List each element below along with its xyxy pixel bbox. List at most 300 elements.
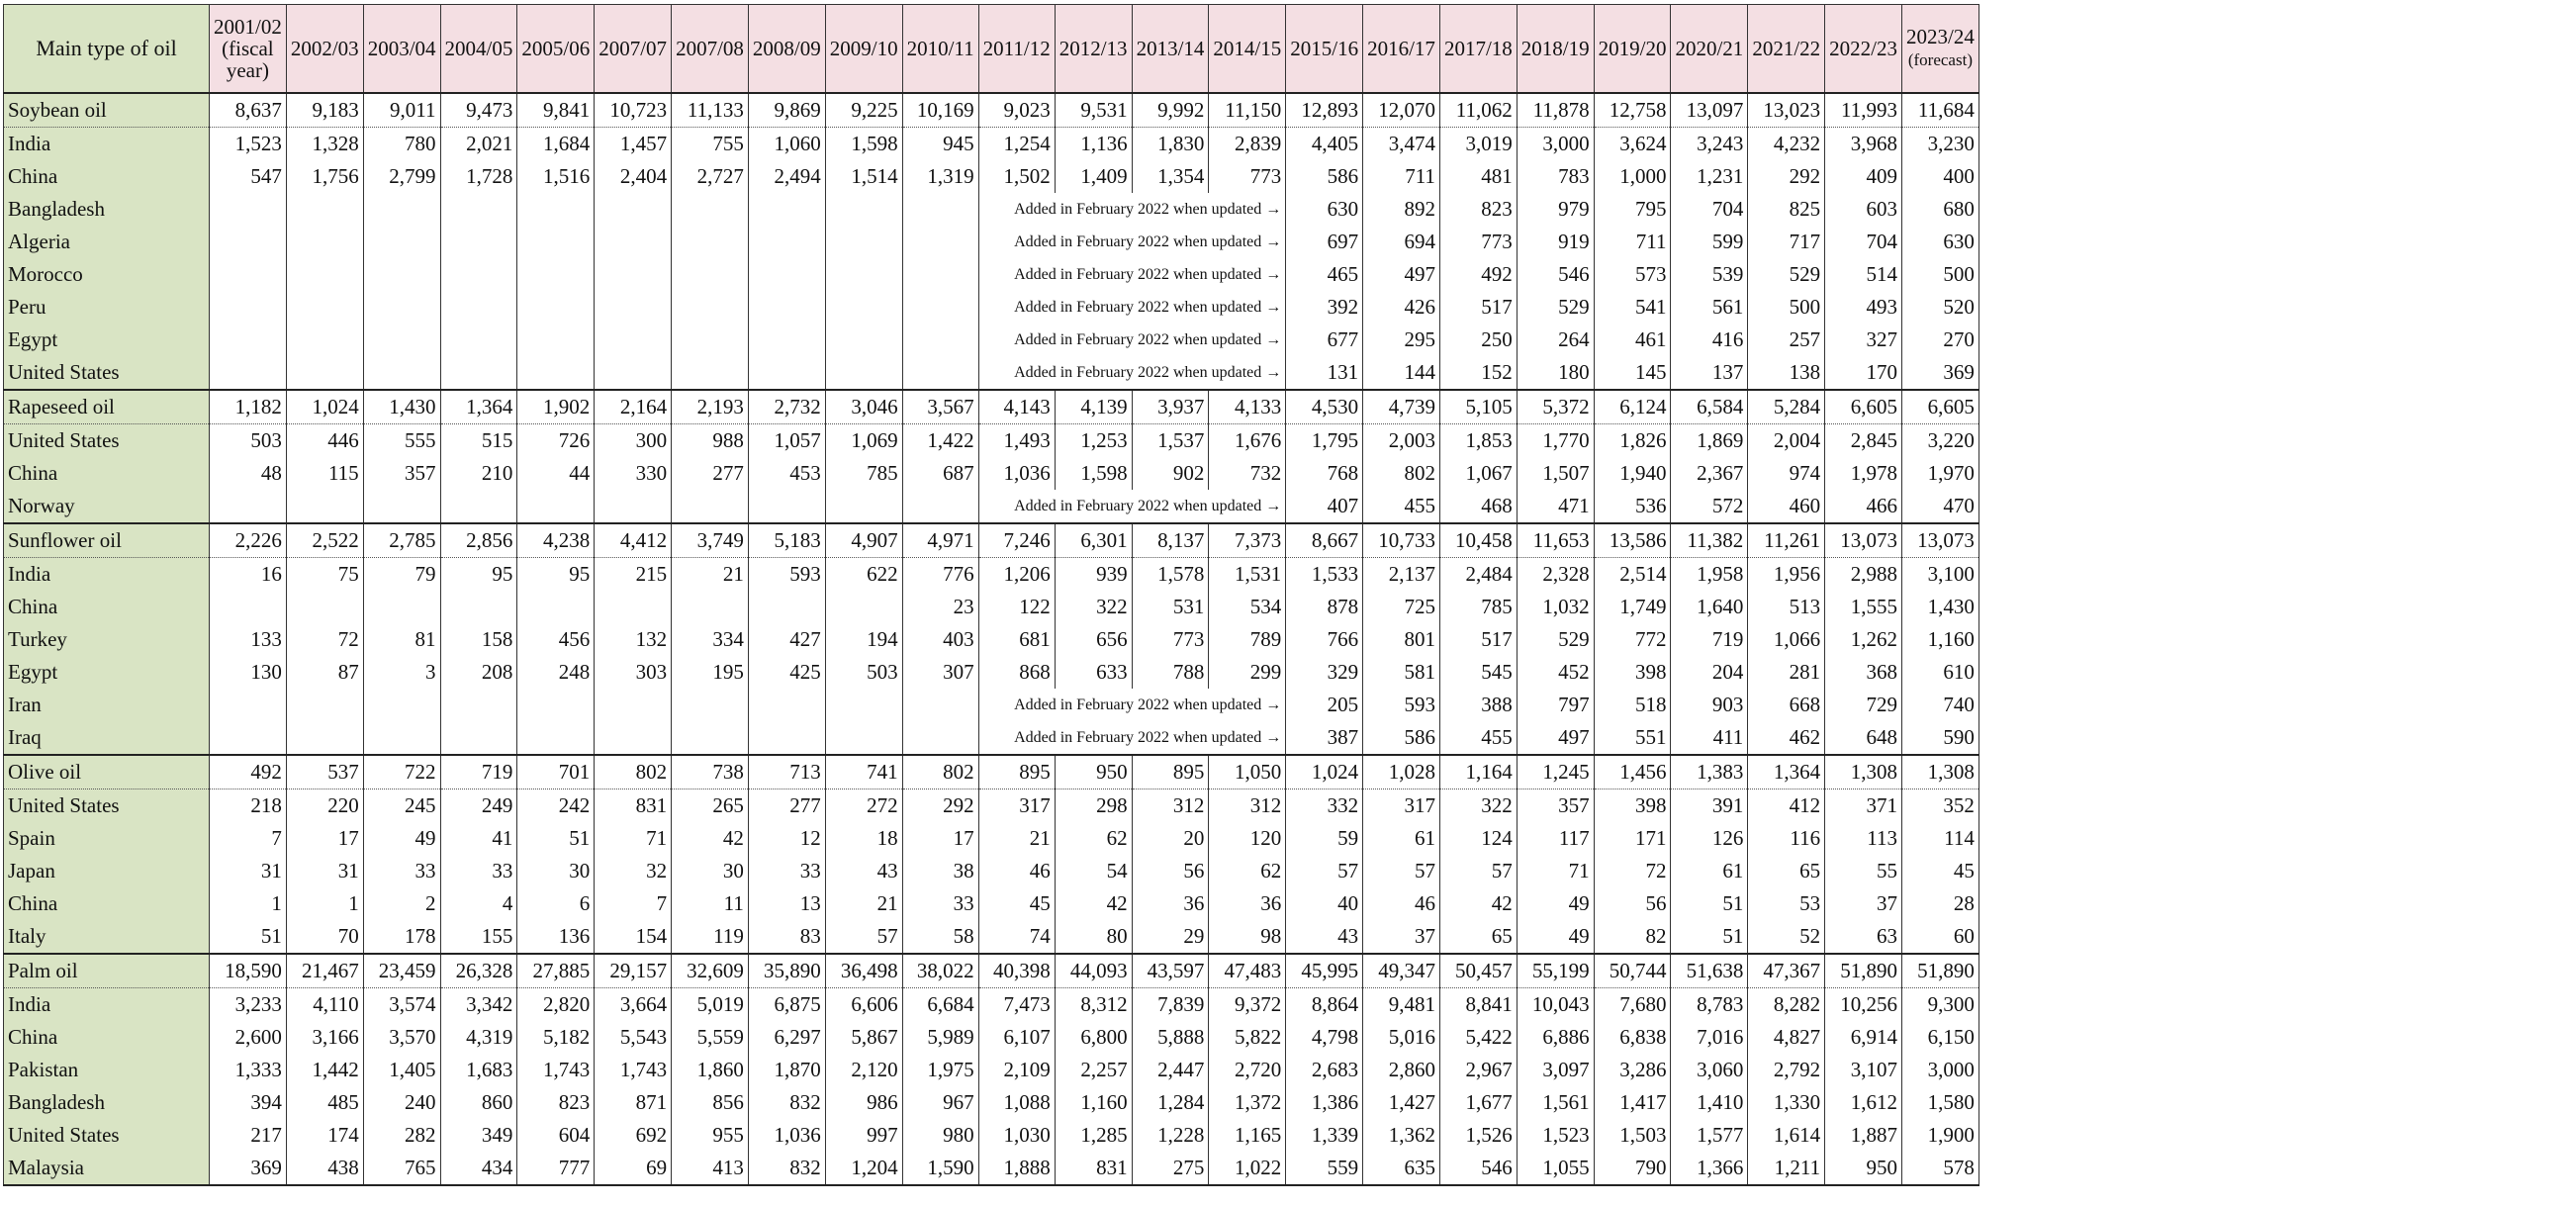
value-cell: 7,680	[1594, 988, 1671, 1022]
value-cell: 3,243	[1671, 128, 1748, 161]
value-cell: 51	[1671, 887, 1748, 920]
value-cell: 722	[363, 755, 440, 789]
value-cell: 218	[210, 789, 287, 823]
value-cell: 517	[1439, 623, 1517, 656]
value-cell: 485	[286, 1086, 363, 1119]
value-cell: 292	[902, 789, 978, 823]
value-cell: 1,253	[1055, 424, 1132, 458]
country-row	[4, 356, 1979, 390]
value-cell: 1,900	[1902, 1119, 1979, 1152]
value-cell: 51,890	[1902, 954, 1979, 988]
country-row	[4, 656, 1979, 689]
value-cell: 547	[210, 160, 287, 193]
value-cell: 5,105	[1439, 390, 1517, 424]
empty-cell	[440, 258, 517, 291]
value-cell: 281	[1748, 656, 1825, 689]
value-cell: 1,598	[1055, 457, 1132, 490]
value-cell: 51,890	[1825, 954, 1902, 988]
country-label: Norway	[4, 490, 210, 523]
value-cell: 515	[440, 424, 517, 458]
country-row	[4, 1054, 1979, 1086]
value-cell: 1,531	[1209, 558, 1286, 592]
value-cell: 795	[1594, 193, 1671, 226]
value-cell: 12	[748, 822, 825, 855]
value-cell: 9,481	[1363, 988, 1440, 1022]
year-label: 2005/06	[521, 37, 591, 60]
value-cell: 997	[825, 1119, 902, 1152]
value-cell: 630	[1902, 226, 1979, 258]
value-cell: 2,514	[1594, 558, 1671, 592]
value-cell: 1,684	[517, 128, 595, 161]
value-cell: 357	[1517, 789, 1594, 823]
empty-cell	[902, 258, 978, 291]
value-cell: 1,228	[1132, 1119, 1209, 1152]
year-column-header	[1671, 5, 1748, 94]
table-body	[4, 93, 1979, 1185]
added-note: Added in February 2022 when updated →	[978, 490, 1286, 523]
value-cell: 2,137	[1363, 558, 1440, 592]
value-cell: 780	[363, 128, 440, 161]
value-cell: 3,107	[1825, 1054, 1902, 1086]
value-cell: 1,795	[1286, 424, 1363, 458]
value-cell: 51	[1671, 920, 1748, 954]
value-cell: 1,612	[1825, 1086, 1902, 1119]
value-cell: 452	[1517, 656, 1594, 689]
value-cell: 1,136	[1055, 128, 1132, 161]
value-cell: 503	[210, 424, 287, 458]
value-cell: 4,319	[440, 1021, 517, 1054]
value-cell: 270	[1902, 324, 1979, 356]
value-cell: 461	[1594, 324, 1671, 356]
value-cell: 465	[1286, 258, 1363, 291]
value-cell: 57	[1363, 855, 1440, 887]
value-cell: 2,967	[1439, 1054, 1517, 1086]
added-note: Added in February 2022 when updated →	[978, 356, 1286, 390]
value-cell: 32	[595, 855, 672, 887]
value-cell: 878	[1286, 591, 1363, 623]
country-label: India	[4, 988, 210, 1022]
value-cell: 536	[1594, 490, 1671, 523]
value-cell: 43,597	[1132, 954, 1209, 988]
value-cell: 1,285	[1055, 1119, 1132, 1152]
value-cell: 797	[1517, 689, 1594, 721]
value-cell: 11,062	[1439, 93, 1517, 128]
value-cell: 16	[210, 558, 287, 592]
value-cell: 52	[1748, 920, 1825, 954]
value-cell: 21	[978, 822, 1055, 855]
value-cell: 697	[1286, 226, 1363, 258]
value-cell: 1,430	[1902, 591, 1979, 623]
value-cell: 1,182	[210, 390, 287, 424]
value-cell: 539	[1671, 258, 1748, 291]
year-column-header	[517, 5, 595, 94]
value-cell: 6,297	[748, 1021, 825, 1054]
value-cell: 45	[1902, 855, 1979, 887]
value-cell: 416	[1671, 324, 1748, 356]
value-cell: 7	[210, 822, 287, 855]
value-cell: 65	[1439, 920, 1517, 954]
value-cell: 42	[1055, 887, 1132, 920]
value-cell: 726	[517, 424, 595, 458]
value-cell: 368	[1825, 656, 1902, 689]
value-cell: 717	[1748, 226, 1825, 258]
value-cell: 1,422	[902, 424, 978, 458]
value-cell: 1,523	[1517, 1119, 1594, 1152]
value-cell: 648	[1825, 721, 1902, 755]
value-cell: 3,574	[363, 988, 440, 1022]
value-cell: 1,050	[1209, 755, 1286, 789]
empty-cell	[440, 193, 517, 226]
value-cell: 33	[748, 855, 825, 887]
value-cell: 122	[978, 591, 1055, 623]
value-cell: 299	[1209, 656, 1286, 689]
country-label: United States	[4, 356, 210, 390]
value-cell: 593	[1363, 689, 1440, 721]
value-cell	[286, 591, 363, 623]
value-cell: 1,036	[748, 1119, 825, 1152]
value-cell: 856	[672, 1086, 749, 1119]
year-label: 2001/02	[214, 15, 282, 39]
value-cell: 481	[1439, 160, 1517, 193]
value-cell: 3,000	[1517, 128, 1594, 161]
value-cell: 4,798	[1286, 1021, 1363, 1054]
value-cell: 152	[1439, 356, 1517, 390]
value-cell: 330	[595, 457, 672, 490]
country-row	[4, 920, 1979, 954]
value-cell: 1,978	[1825, 457, 1902, 490]
year-column-header	[210, 5, 287, 94]
value-cell: 725	[1363, 591, 1440, 623]
value-cell: 83	[748, 920, 825, 954]
value-cell: 120	[1209, 822, 1286, 855]
value-cell: 1,598	[825, 128, 902, 161]
value-cell: 4,405	[1286, 128, 1363, 161]
value-cell	[363, 591, 440, 623]
value-cell: 3,937	[1132, 390, 1209, 424]
value-cell: 785	[1439, 591, 1517, 623]
value-cell: 3,000	[1902, 1054, 1979, 1086]
value-cell: 6	[517, 887, 595, 920]
value-cell: 51	[210, 920, 287, 954]
year-label: 2003/04	[367, 37, 436, 60]
value-cell: 8,137	[1132, 523, 1209, 558]
empty-cell	[748, 226, 825, 258]
empty-cell	[210, 356, 287, 390]
value-cell: 1,853	[1439, 424, 1517, 458]
empty-cell	[595, 490, 672, 523]
country-row	[4, 855, 1979, 887]
year-label: 2015/16	[1290, 37, 1359, 60]
value-cell: 719	[1671, 623, 1748, 656]
value-cell: 5,989	[902, 1021, 978, 1054]
value-cell: 3,220	[1902, 424, 1979, 458]
value-cell: 455	[1363, 490, 1440, 523]
empty-cell	[672, 193, 749, 226]
value-cell: 2,792	[1748, 1054, 1825, 1086]
value-cell: 967	[902, 1086, 978, 1119]
value-cell: 1,826	[1594, 424, 1671, 458]
value-cell: 57	[825, 920, 902, 954]
value-cell: 711	[1594, 226, 1671, 258]
year-column-header	[363, 5, 440, 94]
empty-cell	[363, 324, 440, 356]
value-cell: 460	[1748, 490, 1825, 523]
value-cell: 322	[1055, 591, 1132, 623]
value-cell: 79	[363, 558, 440, 592]
value-cell: 9,372	[1209, 988, 1286, 1022]
value-cell: 586	[1286, 160, 1363, 193]
value-cell: 438	[286, 1152, 363, 1185]
value-cell: 425	[748, 656, 825, 689]
value-cell: 950	[1825, 1152, 1902, 1185]
value-cell: 823	[1439, 193, 1517, 226]
value-cell: 69	[595, 1152, 672, 1185]
value-cell: 1,728	[440, 160, 517, 193]
value-cell: 1,160	[1902, 623, 1979, 656]
value-cell: 3,342	[440, 988, 517, 1022]
value-cell: 41	[440, 822, 517, 855]
value-cell: 36,498	[825, 954, 902, 988]
value-cell: 1	[210, 887, 287, 920]
value-cell: 174	[286, 1119, 363, 1152]
value-cell: 3,624	[1594, 128, 1671, 161]
value-cell: 2,732	[748, 390, 825, 424]
empty-cell	[286, 258, 363, 291]
value-cell: 307	[902, 656, 978, 689]
value-cell: 1,507	[1517, 457, 1594, 490]
value-cell: 81	[363, 623, 440, 656]
value-cell: 392	[1286, 291, 1363, 324]
empty-cell	[825, 721, 902, 755]
value-cell: 531	[1132, 591, 1209, 623]
value-cell: 245	[363, 789, 440, 823]
value-cell: 413	[672, 1152, 749, 1185]
value-cell: 6,301	[1055, 523, 1132, 558]
value-cell: 50,744	[1594, 954, 1671, 988]
header-row	[4, 5, 1979, 94]
value-cell: 4,827	[1748, 1021, 1825, 1054]
country-label: Japan	[4, 855, 210, 887]
value-cell: 466	[1825, 490, 1902, 523]
value-cell: 5,422	[1439, 1021, 1517, 1054]
value-cell: 832	[748, 1152, 825, 1185]
value-cell: 6,800	[1055, 1021, 1132, 1054]
value-cell: 492	[1439, 258, 1517, 291]
country-row	[4, 689, 1979, 721]
value-cell: 1,030	[978, 1119, 1055, 1152]
oil-type-row	[4, 954, 1979, 988]
value-cell: 517	[1439, 291, 1517, 324]
value-cell: 36	[1132, 887, 1209, 920]
value-cell: 391	[1671, 789, 1748, 823]
value-cell: 831	[1055, 1152, 1132, 1185]
value-cell: 5,182	[517, 1021, 595, 1054]
value-cell: 1,060	[748, 128, 825, 161]
value-cell: 500	[1748, 291, 1825, 324]
value-cell: 772	[1594, 623, 1671, 656]
value-cell: 537	[286, 755, 363, 789]
country-row	[4, 988, 1979, 1022]
value-cell: 1,888	[978, 1152, 1055, 1185]
value-cell: 131	[1286, 356, 1363, 390]
value-cell: 26,328	[440, 954, 517, 988]
value-cell: 1,743	[595, 1054, 672, 1086]
oil-type-row	[4, 523, 1979, 558]
value-cell: 2,820	[517, 988, 595, 1022]
value-cell: 1,364	[1748, 755, 1825, 789]
country-label: United States	[4, 1119, 210, 1152]
country-row	[4, 226, 1979, 258]
value-cell: 559	[1286, 1152, 1363, 1185]
empty-cell	[672, 258, 749, 291]
value-cell: 2,845	[1825, 424, 1902, 458]
country-label: Egypt	[4, 656, 210, 689]
value-cell: 3,166	[286, 1021, 363, 1054]
value-cell: 312	[1132, 789, 1209, 823]
value-cell: 403	[902, 623, 978, 656]
value-cell: 2,860	[1363, 1054, 1440, 1086]
value-cell: 11,993	[1825, 93, 1902, 128]
value-cell: 1,503	[1594, 1119, 1671, 1152]
empty-cell	[825, 291, 902, 324]
value-cell: 29	[1132, 920, 1209, 954]
value-cell: 677	[1286, 324, 1363, 356]
value-cell: 520	[1902, 291, 1979, 324]
value-cell: 1,069	[825, 424, 902, 458]
empty-cell	[595, 193, 672, 226]
value-cell: 12,893	[1286, 93, 1363, 128]
value-cell: 470	[1902, 490, 1979, 523]
value-cell: 1,410	[1671, 1086, 1748, 1119]
value-cell: 133	[210, 623, 287, 656]
label-column-header: Main type of oil	[4, 5, 210, 94]
value-cell: 2,004	[1748, 424, 1825, 458]
value-cell: 4,238	[517, 523, 595, 558]
value-cell: 1,614	[1748, 1119, 1825, 1152]
value-cell: 1,405	[363, 1054, 440, 1086]
value-cell: 980	[902, 1119, 978, 1152]
value-cell: 5,183	[748, 523, 825, 558]
country-label: Bangladesh	[4, 1086, 210, 1119]
value-cell: 1,743	[517, 1054, 595, 1086]
empty-cell	[210, 226, 287, 258]
country-label: Morocco	[4, 258, 210, 291]
year-column-header	[978, 5, 1055, 94]
value-cell: 17	[286, 822, 363, 855]
value-cell: 138	[1748, 356, 1825, 390]
value-cell: 5,284	[1748, 390, 1825, 424]
year-label: 2007/08	[676, 37, 744, 60]
value-cell: 171	[1594, 822, 1671, 855]
value-cell: 95	[440, 558, 517, 592]
value-cell: 411	[1671, 721, 1748, 755]
year-column-header	[1132, 5, 1209, 94]
empty-cell	[672, 721, 749, 755]
value-cell: 979	[1517, 193, 1594, 226]
country-row	[4, 1152, 1979, 1185]
value-cell: 56	[1594, 887, 1671, 920]
empty-cell	[902, 324, 978, 356]
value-cell: 412	[1748, 789, 1825, 823]
empty-cell	[286, 324, 363, 356]
value-cell: 195	[672, 656, 749, 689]
value-cell: 895	[978, 755, 1055, 789]
value-cell: 2,193	[672, 390, 749, 424]
value-cell: 704	[1825, 226, 1902, 258]
value-cell: 1,555	[1825, 591, 1902, 623]
empty-cell	[440, 226, 517, 258]
value-cell: 1,537	[1132, 424, 1209, 458]
year-column-header	[440, 5, 517, 94]
value-cell: 95	[517, 558, 595, 592]
value-cell: 1,055	[1517, 1152, 1594, 1185]
value-cell: 2,257	[1055, 1054, 1132, 1086]
value-cell: 1,590	[902, 1152, 978, 1185]
value-cell: 334	[672, 623, 749, 656]
oil-type-label: Olive oil	[4, 755, 210, 789]
value-cell: 3,749	[672, 523, 749, 558]
year-label: 2019/20	[1598, 37, 1667, 60]
value-cell: 1,887	[1825, 1119, 1902, 1152]
empty-cell	[595, 689, 672, 721]
value-cell: 352	[1902, 789, 1979, 823]
empty-cell	[595, 356, 672, 390]
value-cell: 831	[595, 789, 672, 823]
value-cell: 45	[978, 887, 1055, 920]
value-cell: 38,022	[902, 954, 978, 988]
year-column-header	[1055, 5, 1132, 94]
value-cell: 56	[1132, 855, 1209, 887]
value-cell: 180	[1517, 356, 1594, 390]
value-cell: 75	[286, 558, 363, 592]
value-cell: 1,956	[1748, 558, 1825, 592]
value-cell: 265	[672, 789, 749, 823]
value-cell: 8,841	[1439, 988, 1517, 1022]
year-column-header	[1748, 5, 1825, 94]
empty-cell	[286, 490, 363, 523]
empty-cell	[517, 258, 595, 291]
value-cell: 1,533	[1286, 558, 1363, 592]
empty-cell	[672, 226, 749, 258]
value-cell: 1,211	[1748, 1152, 1825, 1185]
value-cell: 44	[517, 457, 595, 490]
value-cell: 1,502	[978, 160, 1055, 193]
empty-cell	[363, 689, 440, 721]
value-cell: 2,799	[363, 160, 440, 193]
value-cell: 58	[902, 920, 978, 954]
value-cell: 766	[1286, 623, 1363, 656]
country-row	[4, 887, 1979, 920]
value-cell: 248	[517, 656, 595, 689]
value-cell: 6,914	[1825, 1021, 1902, 1054]
value-cell: 49,347	[1363, 954, 1440, 988]
value-cell: 1,869	[1671, 424, 1748, 458]
value-cell: 518	[1594, 689, 1671, 721]
value-cell: 561	[1671, 291, 1748, 324]
value-cell: 114	[1902, 822, 1979, 855]
value-cell: 1,204	[825, 1152, 902, 1185]
value-cell: 10,256	[1825, 988, 1902, 1022]
value-cell: 741	[825, 755, 902, 789]
value-cell: 13,097	[1671, 93, 1748, 128]
forecast-suffix: (forecast)	[1907, 50, 1973, 69]
empty-cell	[902, 291, 978, 324]
value-cell: 9,011	[363, 93, 440, 128]
country-row	[4, 789, 1979, 823]
value-cell: 738	[672, 755, 749, 789]
value-cell: 902	[1132, 457, 1209, 490]
added-note: Added in February 2022 when updated →	[978, 291, 1286, 324]
